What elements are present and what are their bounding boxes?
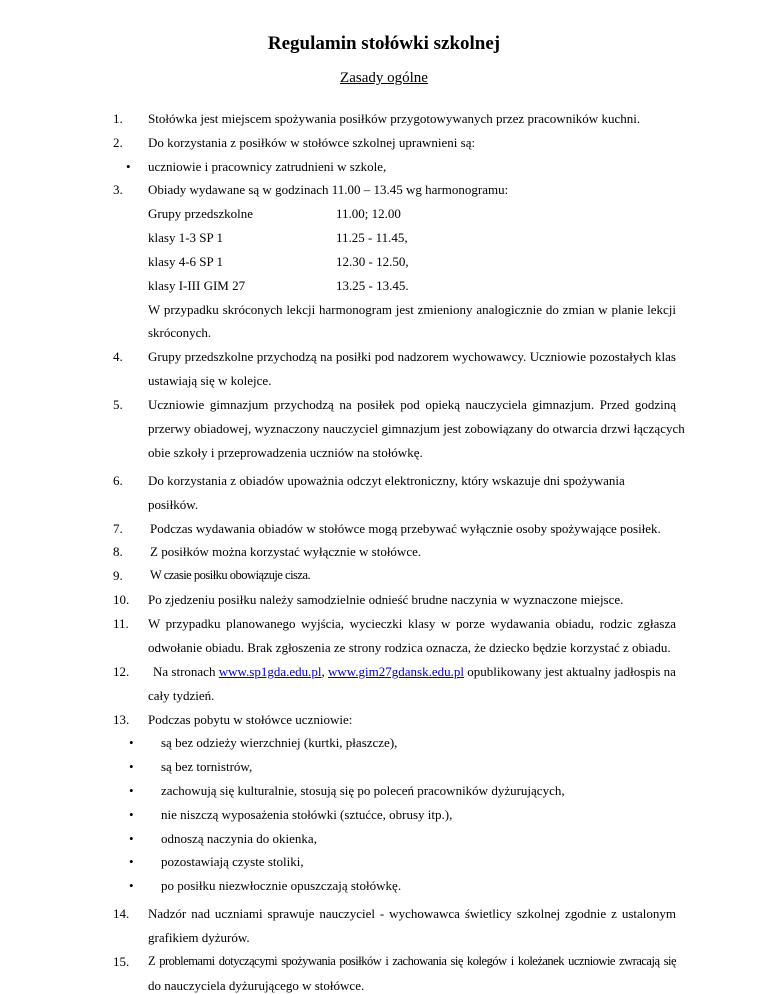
bullet-text: są bez tornistrów, bbox=[161, 759, 253, 774]
item-number: 3. bbox=[113, 182, 123, 197]
bullet-text: pozostawiają czyste stoliki, bbox=[161, 854, 304, 869]
bullet-icon: • bbox=[126, 159, 131, 174]
bullet-text: nie niszczą wyposażenia stołówki (sztućce, obrusy itp.), bbox=[161, 807, 453, 822]
item-number: 4. bbox=[113, 349, 123, 364]
item-text: Nadzór nad uczniami sprawuje nauczyciel - wychowawca świetlicy szkolnej zgodnie z ustalonym bbox=[148, 906, 676, 921]
item-number: 14. bbox=[113, 906, 130, 921]
item-text: grafikiem dyżurów. bbox=[148, 930, 250, 945]
item-text: Obiady wydawane są w godzinach 11.00 – 13.45 wg harmonogramu: bbox=[148, 182, 509, 197]
item-number: 5. bbox=[113, 397, 123, 412]
bullet-icon: • bbox=[129, 783, 134, 798]
schedule-time: 13.25 - 13.45. bbox=[336, 278, 409, 293]
item-text: odwołanie obiadu. Brak zgłoszenia ze strony rodzica oznacza, że dziecko będzie korzystać z obiadu. bbox=[148, 640, 671, 655]
item-text: skróconych. bbox=[148, 325, 212, 340]
item-text: Do korzystania z obiadów upoważnia odczyt elektroniczny, który wskazuje dni spożywania bbox=[148, 473, 625, 488]
item-number: 12. bbox=[113, 664, 130, 679]
item-text: Stołówka jest miejscem spożywania posiłków przygotowywanych przez pracowników kuchni. bbox=[148, 111, 641, 126]
bullet-text: odnoszą naczynia do okienka, bbox=[161, 831, 317, 846]
item-text: Po zjedzeniu posiłku należy samodzielnie odnieść brudne naczynia w wyznaczone miejsce. bbox=[148, 592, 624, 607]
item-text: Grupy przedszkolne przychodzą na posiłki pod nadzorem wychowawcy. Uczniowie pozostałych klas bbox=[148, 349, 676, 364]
item-text: ustawiają się w kolejce. bbox=[148, 373, 272, 388]
item-number: 13. bbox=[113, 712, 130, 727]
page-title: Regulamin stołówki szkolnej bbox=[267, 33, 501, 54]
bullet-text: po posiłku niezwłocznie opuszczają stołówkę. bbox=[161, 878, 402, 893]
item-number: 7. bbox=[113, 521, 123, 536]
item-text: obie szkoły i przeprowadzenia uczniów na stołówkę. bbox=[148, 445, 423, 460]
bullet-text: uczniowie i pracownicy zatrudnieni w szkole, bbox=[148, 159, 387, 174]
item-text: Podczas wydawania obiadów w stołówce mogą przebywać wyłącznie osoby spożywające posiłek. bbox=[150, 521, 661, 536]
item-text: Do korzystania z posiłków w stołówce szkolnej uprawnieni są: bbox=[148, 135, 476, 150]
item-number: 6. bbox=[113, 473, 123, 488]
item-number: 2. bbox=[113, 135, 123, 150]
item-number: 9. bbox=[113, 568, 123, 583]
bullet-text: zachowują się kulturalnie, stosują się po poleceń pracowników dyżurujących, bbox=[161, 783, 565, 798]
schedule-group: Grupy przedszkolne bbox=[148, 206, 254, 221]
page-subtitle: Zasady ogólne bbox=[340, 70, 428, 86]
bullet-icon: • bbox=[129, 807, 134, 822]
schedule-time: 12.30 - 12.50, bbox=[336, 254, 409, 269]
item-text bbox=[153, 663, 676, 680]
item-number: 8. bbox=[113, 544, 123, 559]
item-number: 11. bbox=[113, 616, 129, 631]
schedule-group: klasy 4-6 SP 1 bbox=[148, 254, 223, 269]
item-text: cały tydzień. bbox=[148, 688, 215, 703]
schedule-time: 11.25 - 11.45, bbox=[336, 230, 408, 245]
bullet-icon: • bbox=[129, 854, 134, 869]
schedule-group: klasy 1-3 SP 1 bbox=[148, 230, 223, 245]
item-text: W czasie posiłku obowiązuje cisza. bbox=[150, 568, 311, 582]
item-text: do nauczyciela dyżurującego w stołówce. bbox=[148, 978, 365, 993]
item-text: Z problemami dotyczącymi spożywania posiłków i zachowania się kolegów i koleżanek uczniowie zwracają się bbox=[148, 954, 676, 968]
item-text: W przypadku skróconych lekcji harmonogram jest zmieniony analogicznie do zmian w planie lekcji bbox=[148, 302, 676, 317]
bullet-icon: • bbox=[129, 759, 134, 774]
item-text-part: opublikowany jest aktualny jadłospis na bbox=[464, 664, 676, 679]
item-text: W przypadku planowanego wyjścia, wycieczki klasy w porze wydawania obiadu, rodzic zgłasza bbox=[148, 616, 676, 631]
bullet-icon: • bbox=[129, 831, 134, 846]
item-number: 1. bbox=[113, 111, 123, 126]
item-number: 15. bbox=[113, 954, 130, 969]
bullet-text: są bez odzieży wierzchniej (kurtki, płaszcze), bbox=[161, 735, 398, 750]
schedule-group: klasy I-III GIM 27 bbox=[148, 278, 246, 293]
link-gim27[interactable]: www.gim27gdansk.edu.pl bbox=[327, 664, 464, 679]
item-text-part: , bbox=[321, 664, 328, 679]
item-text: Z posiłków można korzystać wyłącznie w stołówce. bbox=[150, 544, 422, 559]
item-text: przerwy obiadowej, wyznaczony nauczyciel gimnazjum jest zobowiązany do otwarcia drzwi łączących bbox=[148, 421, 685, 436]
item-text: Uczniowie gimnazjum przychodzą na posiłek pod opieką nauczyciela gimnazjum. Przed godziną bbox=[148, 397, 676, 412]
schedule-time: 11.00; 12.00 bbox=[336, 206, 401, 221]
link-sp1[interactable]: www.sp1gda.edu.pl bbox=[218, 664, 322, 679]
item-text: posiłków. bbox=[148, 497, 199, 512]
bullet-icon: • bbox=[129, 878, 134, 893]
bullet-icon: • bbox=[129, 735, 134, 750]
item-number: 10. bbox=[113, 592, 130, 607]
item-text-part: Na stronach bbox=[153, 664, 219, 679]
item-text: Podczas pobytu w stołówce uczniowie: bbox=[148, 712, 353, 727]
